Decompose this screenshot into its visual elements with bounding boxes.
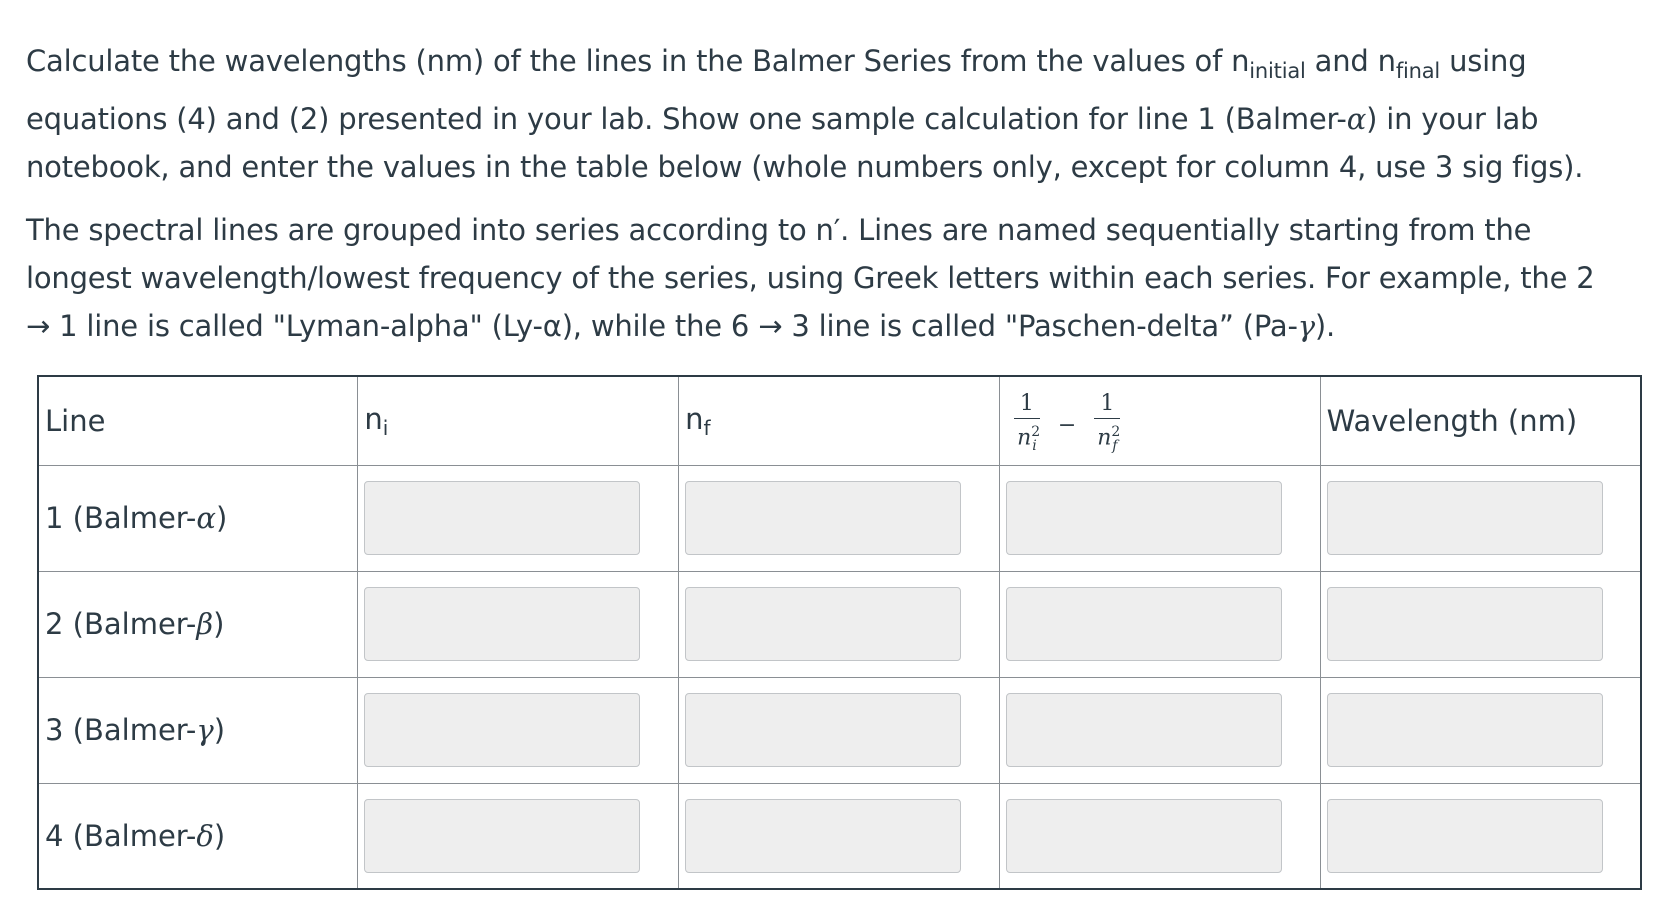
greek-letter: α bbox=[196, 501, 216, 535]
header-fraction-difference bbox=[999, 376, 1320, 465]
wavelength-cell bbox=[1320, 783, 1641, 889]
ni-cell bbox=[358, 677, 679, 783]
arrow-icon: → bbox=[758, 309, 783, 343]
fraction-ni bbox=[1014, 390, 1041, 459]
line-label-suffix: ) bbox=[213, 607, 225, 641]
diff-input-line-4[interactable] bbox=[1006, 799, 1282, 873]
line-label: 3 (Balmer- bbox=[45, 713, 197, 747]
minus-sign: − bbox=[1057, 413, 1077, 439]
diff-cell bbox=[999, 783, 1320, 889]
line-label: 2 (Balmer- bbox=[45, 607, 197, 641]
table-row bbox=[38, 783, 1641, 889]
header-nf-base: n bbox=[685, 401, 704, 436]
ni-cell bbox=[358, 571, 679, 677]
nf-input-line-2[interactable] bbox=[685, 587, 961, 661]
line-cell bbox=[38, 465, 358, 571]
instructions-text: 3 line is called "Paschen-delta” (Pa- bbox=[791, 309, 1298, 343]
header-line bbox=[38, 376, 358, 465]
ni-input-line-2[interactable] bbox=[364, 587, 640, 661]
table-header-row bbox=[38, 376, 1641, 465]
greek-alpha: α bbox=[1346, 102, 1367, 136]
header-ni bbox=[358, 376, 679, 465]
nf-cell bbox=[679, 571, 1000, 677]
line-label-suffix: ) bbox=[213, 713, 226, 747]
den-sup: 2 bbox=[1111, 423, 1121, 440]
line-label-suffix: ) bbox=[213, 818, 226, 853]
arrow-icon: → bbox=[26, 309, 51, 343]
diff-input-line-1[interactable] bbox=[1006, 481, 1282, 555]
table-row bbox=[38, 571, 1641, 677]
greek-letter: δ bbox=[196, 818, 214, 853]
greek-letter: γ bbox=[196, 713, 214, 747]
den-sup: 2 bbox=[1031, 423, 1041, 440]
fraction-denominator-nf bbox=[1097, 419, 1121, 459]
instructions-text: ) in your lab notebook, and enter the values in the table below (whole numbers only, except for column 4, use 3 sig figs). bbox=[26, 102, 1584, 184]
instructions-paragraph-2 bbox=[26, 206, 1626, 350]
nf-input-line-1[interactable] bbox=[685, 481, 961, 555]
fraction-denominator-ni bbox=[1017, 419, 1041, 459]
den-sub: i bbox=[1032, 437, 1037, 454]
diff-cell bbox=[999, 465, 1320, 571]
ni-input-line-1[interactable] bbox=[364, 481, 640, 555]
header-nf-sub: f bbox=[703, 415, 711, 440]
wavelength-cell bbox=[1320, 465, 1641, 571]
subscript-initial: initial bbox=[1249, 59, 1306, 83]
fraction-numerator: 1 bbox=[1014, 393, 1040, 419]
wavelength-input-line-2[interactable] bbox=[1327, 587, 1603, 661]
instructions-paragraph-1 bbox=[26, 37, 1626, 191]
line-label: 1 (Balmer- bbox=[45, 501, 197, 535]
subscript-final: final bbox=[1395, 59, 1441, 83]
wavelength-cell bbox=[1320, 677, 1641, 783]
nf-input-line-4[interactable] bbox=[685, 799, 961, 873]
line-label: 4 (Balmer- bbox=[45, 818, 197, 853]
ni-input-line-3[interactable] bbox=[364, 693, 640, 767]
instructions-text: 1 line is called "Lyman-alpha" (Ly-α), while the 6 bbox=[59, 309, 750, 343]
line-cell bbox=[38, 783, 358, 889]
header-line-label: Line bbox=[45, 403, 106, 438]
table-row bbox=[38, 677, 1641, 783]
den-n: n bbox=[1097, 425, 1112, 451]
wavelength-input-line-3[interactable] bbox=[1327, 693, 1603, 767]
line-cell bbox=[38, 571, 358, 677]
line-label-suffix: ) bbox=[215, 501, 228, 535]
header-wavelength-label: Wavelength (nm) bbox=[1326, 403, 1578, 438]
diff-cell bbox=[999, 571, 1320, 677]
greek-letter: β bbox=[196, 607, 214, 641]
fraction-nf bbox=[1094, 390, 1121, 459]
ni-cell bbox=[358, 783, 679, 889]
diff-input-line-2[interactable] bbox=[1006, 587, 1282, 661]
fraction-expression bbox=[1014, 390, 1121, 459]
header-ni-sub: i bbox=[382, 415, 389, 440]
nf-cell bbox=[679, 465, 1000, 571]
instructions-text: using equations (4) and (2) presented in your lab. Show one sample calculation for line 1 (Balmer- bbox=[26, 44, 1527, 136]
header-ni-base: n bbox=[364, 401, 383, 436]
wavelength-cell bbox=[1320, 571, 1641, 677]
ni-input-line-4[interactable] bbox=[364, 799, 640, 873]
instructions-text: Calculate the wavelengths (nm) of the lines in the Balmer Series from the values of n bbox=[26, 44, 1250, 78]
header-wavelength bbox=[1320, 376, 1641, 465]
nf-cell bbox=[679, 677, 1000, 783]
diff-cell bbox=[999, 677, 1320, 783]
greek-gamma: γ bbox=[1297, 309, 1315, 343]
instructions-text: ). bbox=[1314, 309, 1335, 343]
den-sub: f bbox=[1112, 437, 1118, 454]
header-nf bbox=[679, 376, 1000, 465]
wavelength-input-line-1[interactable] bbox=[1327, 481, 1603, 555]
ni-cell bbox=[358, 465, 679, 571]
fraction-numerator: 1 bbox=[1094, 393, 1120, 419]
line-cell bbox=[38, 677, 358, 783]
nf-input-line-3[interactable] bbox=[685, 693, 961, 767]
nf-cell bbox=[679, 783, 1000, 889]
instructions-text: The spectral lines are grouped into series according to n′. Lines are named sequentially starting from the longest wavelength/lowest frequency of the series, using Greek letters within each series. For example, the 2 bbox=[26, 213, 1595, 295]
balmer-series-table bbox=[37, 375, 1642, 890]
diff-input-line-3[interactable] bbox=[1006, 693, 1282, 767]
instructions-text: and n bbox=[1305, 44, 1396, 78]
wavelength-input-line-4[interactable] bbox=[1327, 799, 1603, 873]
den-n: n bbox=[1017, 425, 1032, 451]
table-row bbox=[38, 465, 1641, 571]
